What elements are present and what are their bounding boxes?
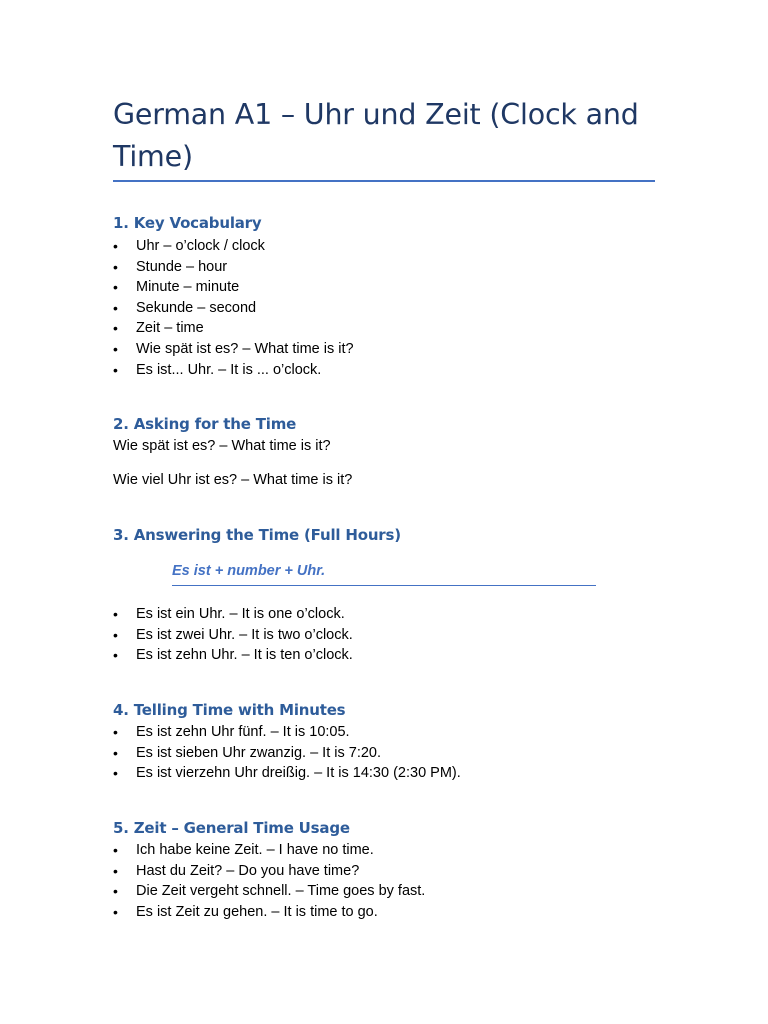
- list-item: • Es ist zehn Uhr. – It is ten o’clock.: [113, 645, 353, 666]
- list-item: • Minute – minute: [113, 277, 354, 298]
- list-item: • Hast du Zeit? – Do you have time?: [113, 861, 425, 882]
- key-vocabulary-list: [113, 236, 354, 380]
- list-item: • Es ist... Uhr. – It is ... o’clock.: [113, 360, 354, 381]
- list-item: • Ich habe keine Zeit. – I have no time.: [113, 840, 425, 861]
- page-title: German A1 – Uhr und Zeit (Clock and Time): [113, 98, 639, 173]
- list-item: • Die Zeit vergeht schnell. – Time goes by fast.: [113, 881, 425, 902]
- section-heading-minutes: 4. Telling Time with Minutes: [113, 701, 346, 719]
- list-item: • Es ist vierzehn Uhr dreißig. – It is 14:30 (2:30 PM).: [113, 763, 461, 784]
- zeit-usage-list: [113, 840, 425, 922]
- list-item: • Es ist zwei Uhr. – It is two o’clock.: [113, 625, 353, 646]
- formula-callout: Es ist + number + Uhr.: [172, 561, 596, 586]
- list-item: • Wie spät ist es? – What time is it?: [113, 339, 354, 360]
- list-item: • Uhr – o’clock / clock: [113, 236, 354, 257]
- list-item: • Stunde – hour: [113, 257, 354, 278]
- title-underline: [113, 180, 655, 182]
- paragraph: Wie viel Uhr ist es? – What time is it?: [113, 472, 353, 488]
- section-heading-asking-time: 2. Asking for the Time: [113, 415, 297, 433]
- list-item: • Es ist sieben Uhr zwanzig. – It is 7:20.: [113, 743, 461, 764]
- minutes-list: [113, 722, 461, 784]
- section-heading-key-vocabulary: 1. Key Vocabulary: [113, 214, 262, 232]
- list-item: • Sekunde – second: [113, 298, 354, 319]
- list-item: • Zeit – time: [113, 318, 354, 339]
- section-heading-zeit-usage: 5. Zeit – General Time Usage: [113, 819, 350, 837]
- list-item: • Es ist zehn Uhr fünf. – It is 10:05.: [113, 722, 461, 743]
- paragraph: Wie spät ist es? – What time is it?: [113, 438, 331, 454]
- section-heading-full-hours: 3. Answering the Time (Full Hours): [113, 526, 401, 544]
- full-hours-list: [113, 604, 353, 666]
- list-item: • Es ist Zeit zu gehen. – It is time to go.: [113, 902, 425, 923]
- list-item: • Es ist ein Uhr. – It is one o’clock.: [113, 604, 353, 625]
